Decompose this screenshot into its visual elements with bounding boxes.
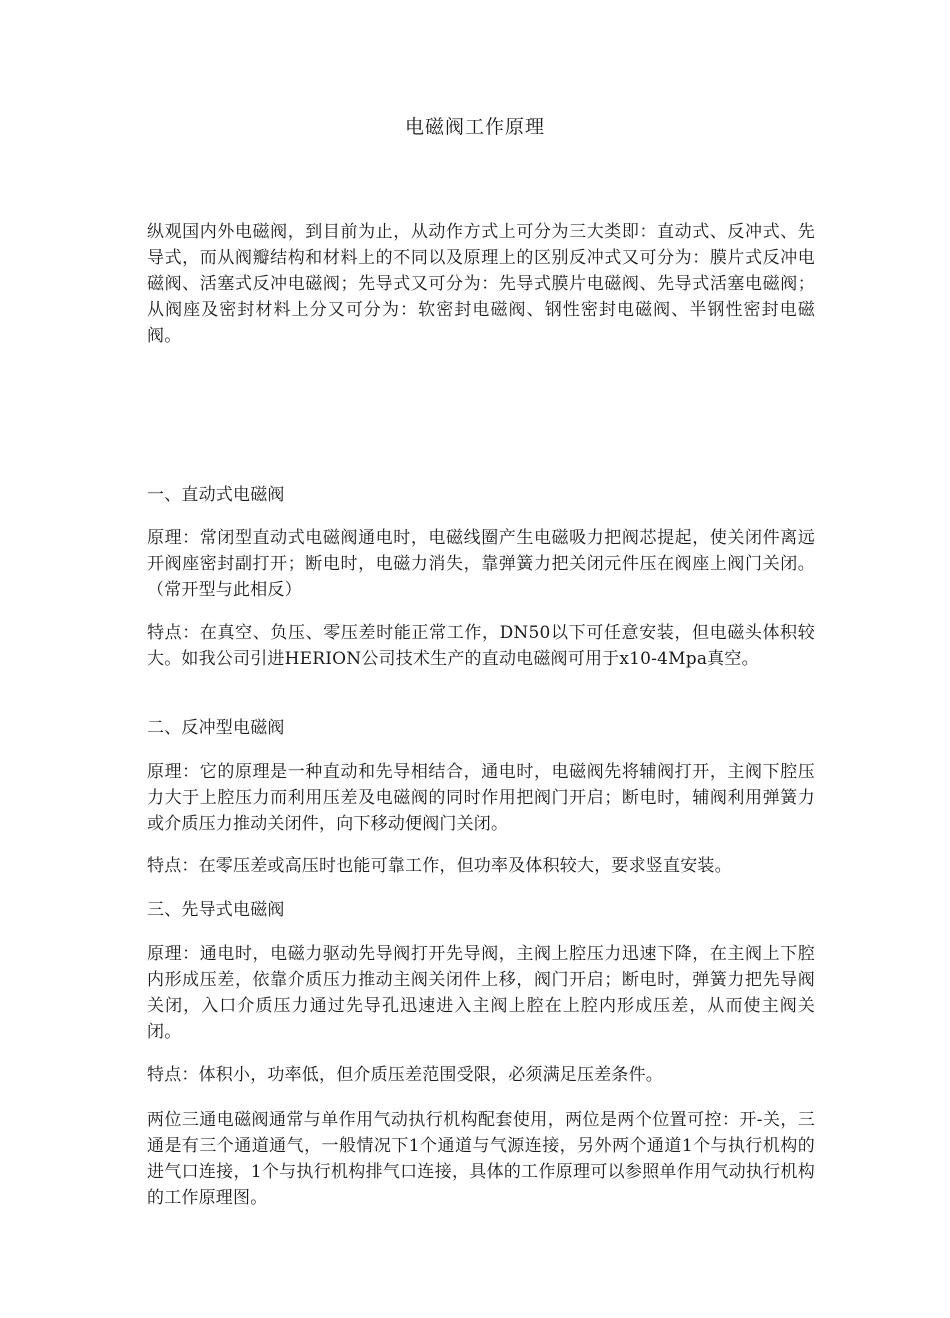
section-2-features: 特点：在零压差或高压时也能可靠工作，但功率及体积较大，要求竖直安装。	[147, 856, 732, 876]
section-1-principle: 原理：常闭型直动式电磁阀通电时，电磁线圈产生电磁吸力把阀芯提起，使关闭件离远开阀座密封副打开；断电时，电磁力消失，靠弹簧力把关闭元件压在阀座上阀门关闭。（常开型与此相反）	[147, 528, 815, 600]
section-2-heading: 二、反冲型电磁阀	[147, 718, 285, 738]
section-3-principle: 原理：通电时，电磁力驱动先导阀打开先导阀，主阀上腔压力迅速下降，在主阀上下腔内形成压差，依靠介质压力推动主阀关闭件上移，阀门开启；断电时，弹簧力把先导阀关闭，入口介质压力通过先导孔迅速进入主阀上腔在上腔内形成压差，从而使主阀关闭。	[147, 944, 815, 1042]
section-2-principle: 原理：它的原理是一种直动和先导相结合，通电时，电磁阀先将辅阀打开，主阀下腔压力大于上腔压力而利用压差及电磁阀的同时作用把阀门开启；断电时，辅阀利用弹簧力或介质压力推动关闭件，向下移动便阀门关闭。	[147, 762, 815, 834]
document-title: 电磁阀工作原理	[404, 116, 545, 138]
closing-paragraph: 两位三通电磁阀通常与单作用气动执行机构配套使用，两位是两个位置可控：开-关，三通是有三个通道通气，一般情况下1个通道与气源连接，另外两个通道1个与执行机构的进气口连接，1个与执行机构排气口连接，具体的工作原理可以参照单作用气动执行机构的工作原理图。	[147, 1110, 815, 1208]
section-3-features: 特点：体积小，功率低，但介质压差范围受限，必须满足压差条件。	[147, 1065, 663, 1085]
section-1-heading: 一、直动式电磁阀	[147, 485, 285, 505]
intro-paragraph: 纵观国内外电磁阀，到目前为止，从动作方式上可分为三大类即：直动式、反冲式、先导式，而从阀瓣结构和材料上的不同以及原理上的区别反冲式又可分为：膜片式反冲电磁阀、活塞式反冲电磁阀；先导式又可分为：先导式膜片电磁阀、先导式活塞电磁阀；从阀座及密封材料上分又可分为：软密封电磁阀、钢性密封电磁阀、半钢性密封电磁阀。	[147, 222, 815, 346]
section-1-features: 特点：在真空、负压、零压差时能正常工作，DN50以下可任意安装，但电磁头体积较大。如我公司引进HERION公司技术生产的直动电磁阀可用于x10-4Mpa真空。	[147, 623, 815, 669]
section-3-heading: 三、先导式电磁阀	[147, 900, 285, 920]
